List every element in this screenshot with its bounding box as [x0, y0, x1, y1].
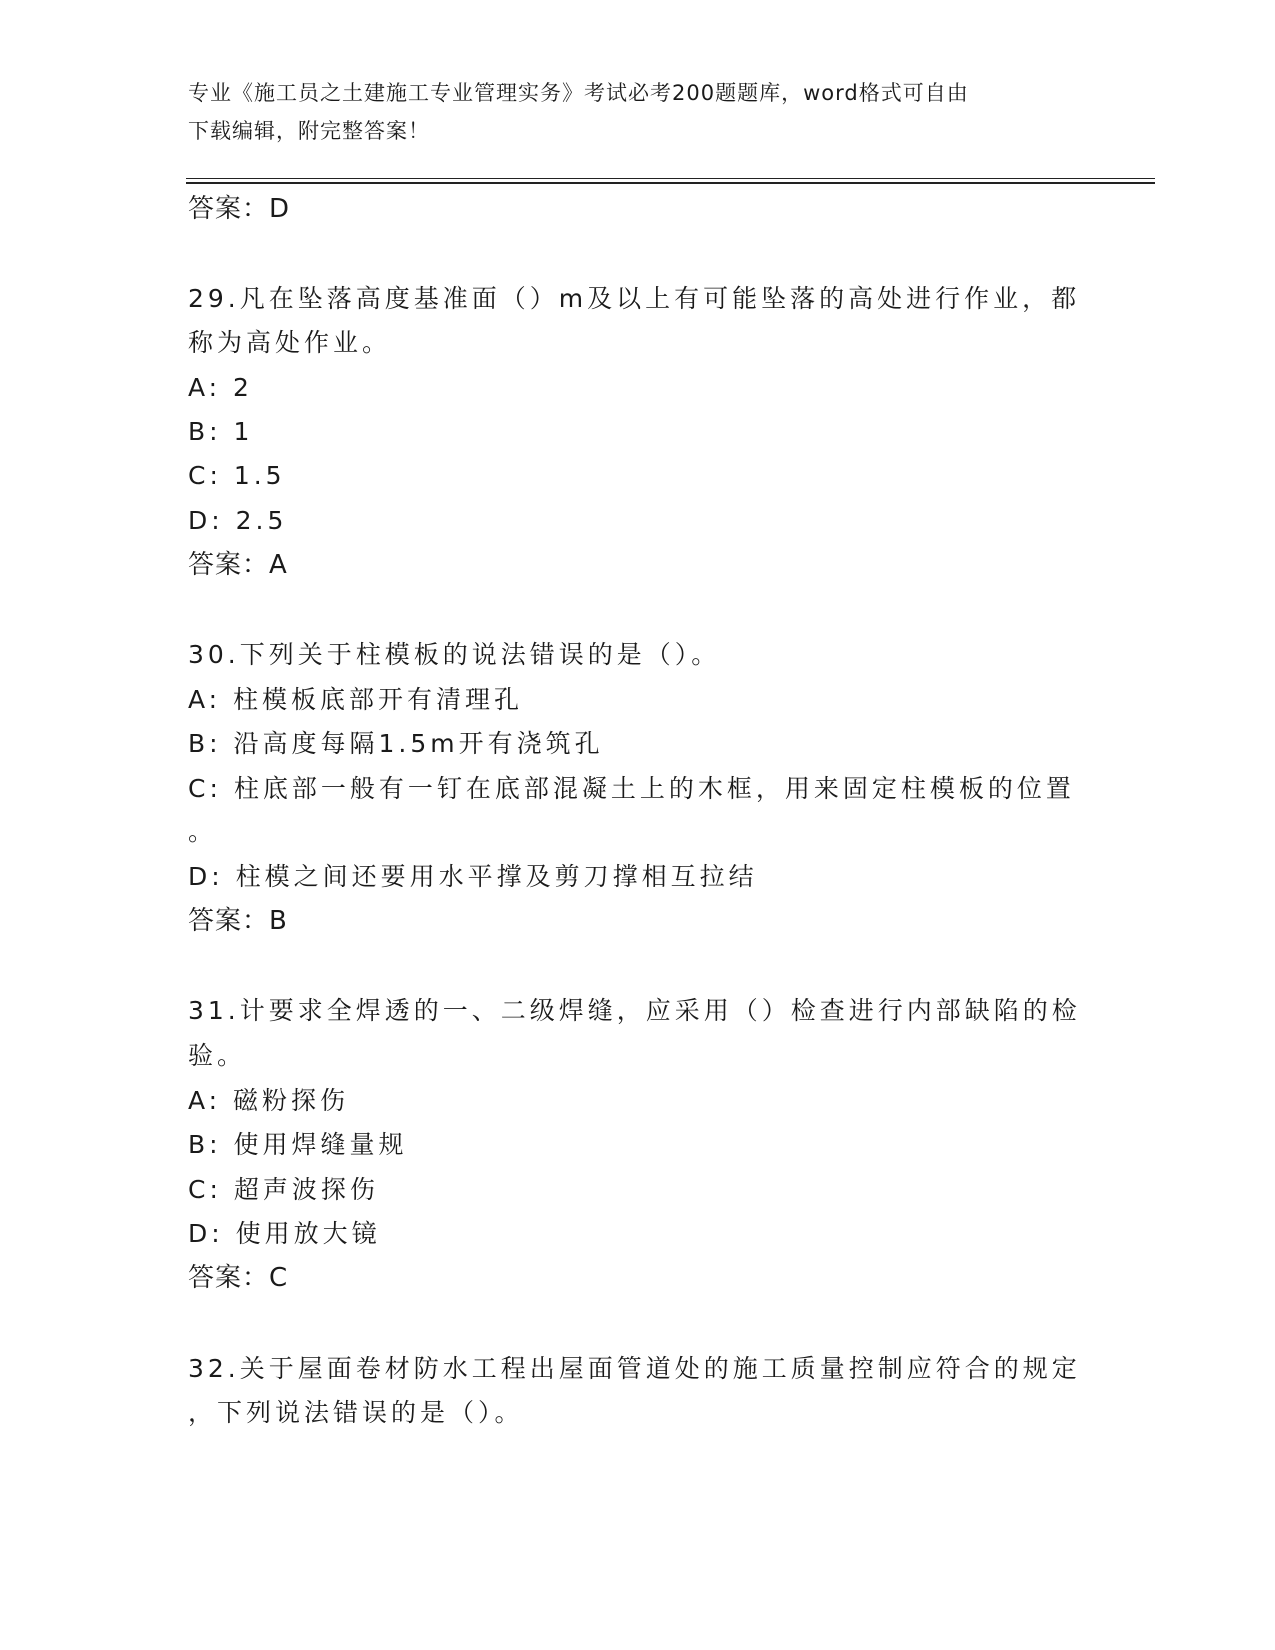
q29-option-d: D: 2.5 — [188, 506, 288, 535]
header-divider-thick — [186, 182, 1155, 184]
q29-option-c: C: 1.5 — [188, 461, 286, 490]
q30-stem: 30.下列关于柱模板的说法错误的是（）。 — [188, 640, 721, 669]
q31-stem-line1: 31.计要求全焊透的一、二级焊缝，应采用（）检查进行内部缺陷的检 — [188, 996, 1081, 1025]
q31-option-a: A: 磁粉探伤 — [188, 1086, 350, 1115]
q32-stem-line2: ，下列说法错误的是（）。 — [188, 1398, 524, 1427]
q29-option-a: A: 2 — [188, 373, 253, 402]
q31-option-d: D: 使用放大镜 — [188, 1219, 381, 1248]
q29-stem-line1: 29.凡在坠落高度基准面（）m及以上有可能坠落的高处进行作业，都 — [188, 284, 1081, 313]
q31-option-c: C: 超声波探伤 — [188, 1175, 379, 1204]
q32-stem-line1: 32.关于屋面卷材防水工程出屋面管道处的施工质量控制应符合的规定 — [188, 1354, 1081, 1383]
header-line-1: 专业《施工员之土建施工专业管理实务》考试必考200题题库，word格式可自由 — [188, 81, 969, 105]
q30-option-c-line1: C: 柱底部一般有一钉在底部混凝土上的木框，用来固定柱模板的位置 — [188, 774, 1075, 803]
page-header — [188, 74, 1068, 150]
q29-answer: 答案：A — [188, 550, 288, 580]
q29-option-b: B: 1 — [188, 417, 254, 446]
q30-option-c-line2: 。 — [188, 817, 218, 846]
q30-option-a: A: 柱模板底部开有清理孔 — [188, 685, 524, 714]
q31-stem-line2: 验。 — [188, 1041, 247, 1070]
q31-option-b: B: 使用焊缝量规 — [188, 1130, 408, 1159]
prev-answer: 答案：D — [188, 194, 291, 224]
q29-stem-line2: 称为高处作业。 — [188, 328, 392, 357]
header-line-2: 下载编辑，附完整答案！ — [188, 119, 430, 143]
q30-answer: 答案：B — [188, 906, 288, 936]
header-divider-thin — [186, 178, 1155, 179]
q30-option-b: B: 沿高度每隔1.5m开有浇筑孔 — [188, 729, 604, 758]
q31-answer: 答案：C — [188, 1263, 289, 1293]
q30-option-d: D: 柱模之间还要用水平撑及剪刀撑相互拉结 — [188, 862, 758, 891]
